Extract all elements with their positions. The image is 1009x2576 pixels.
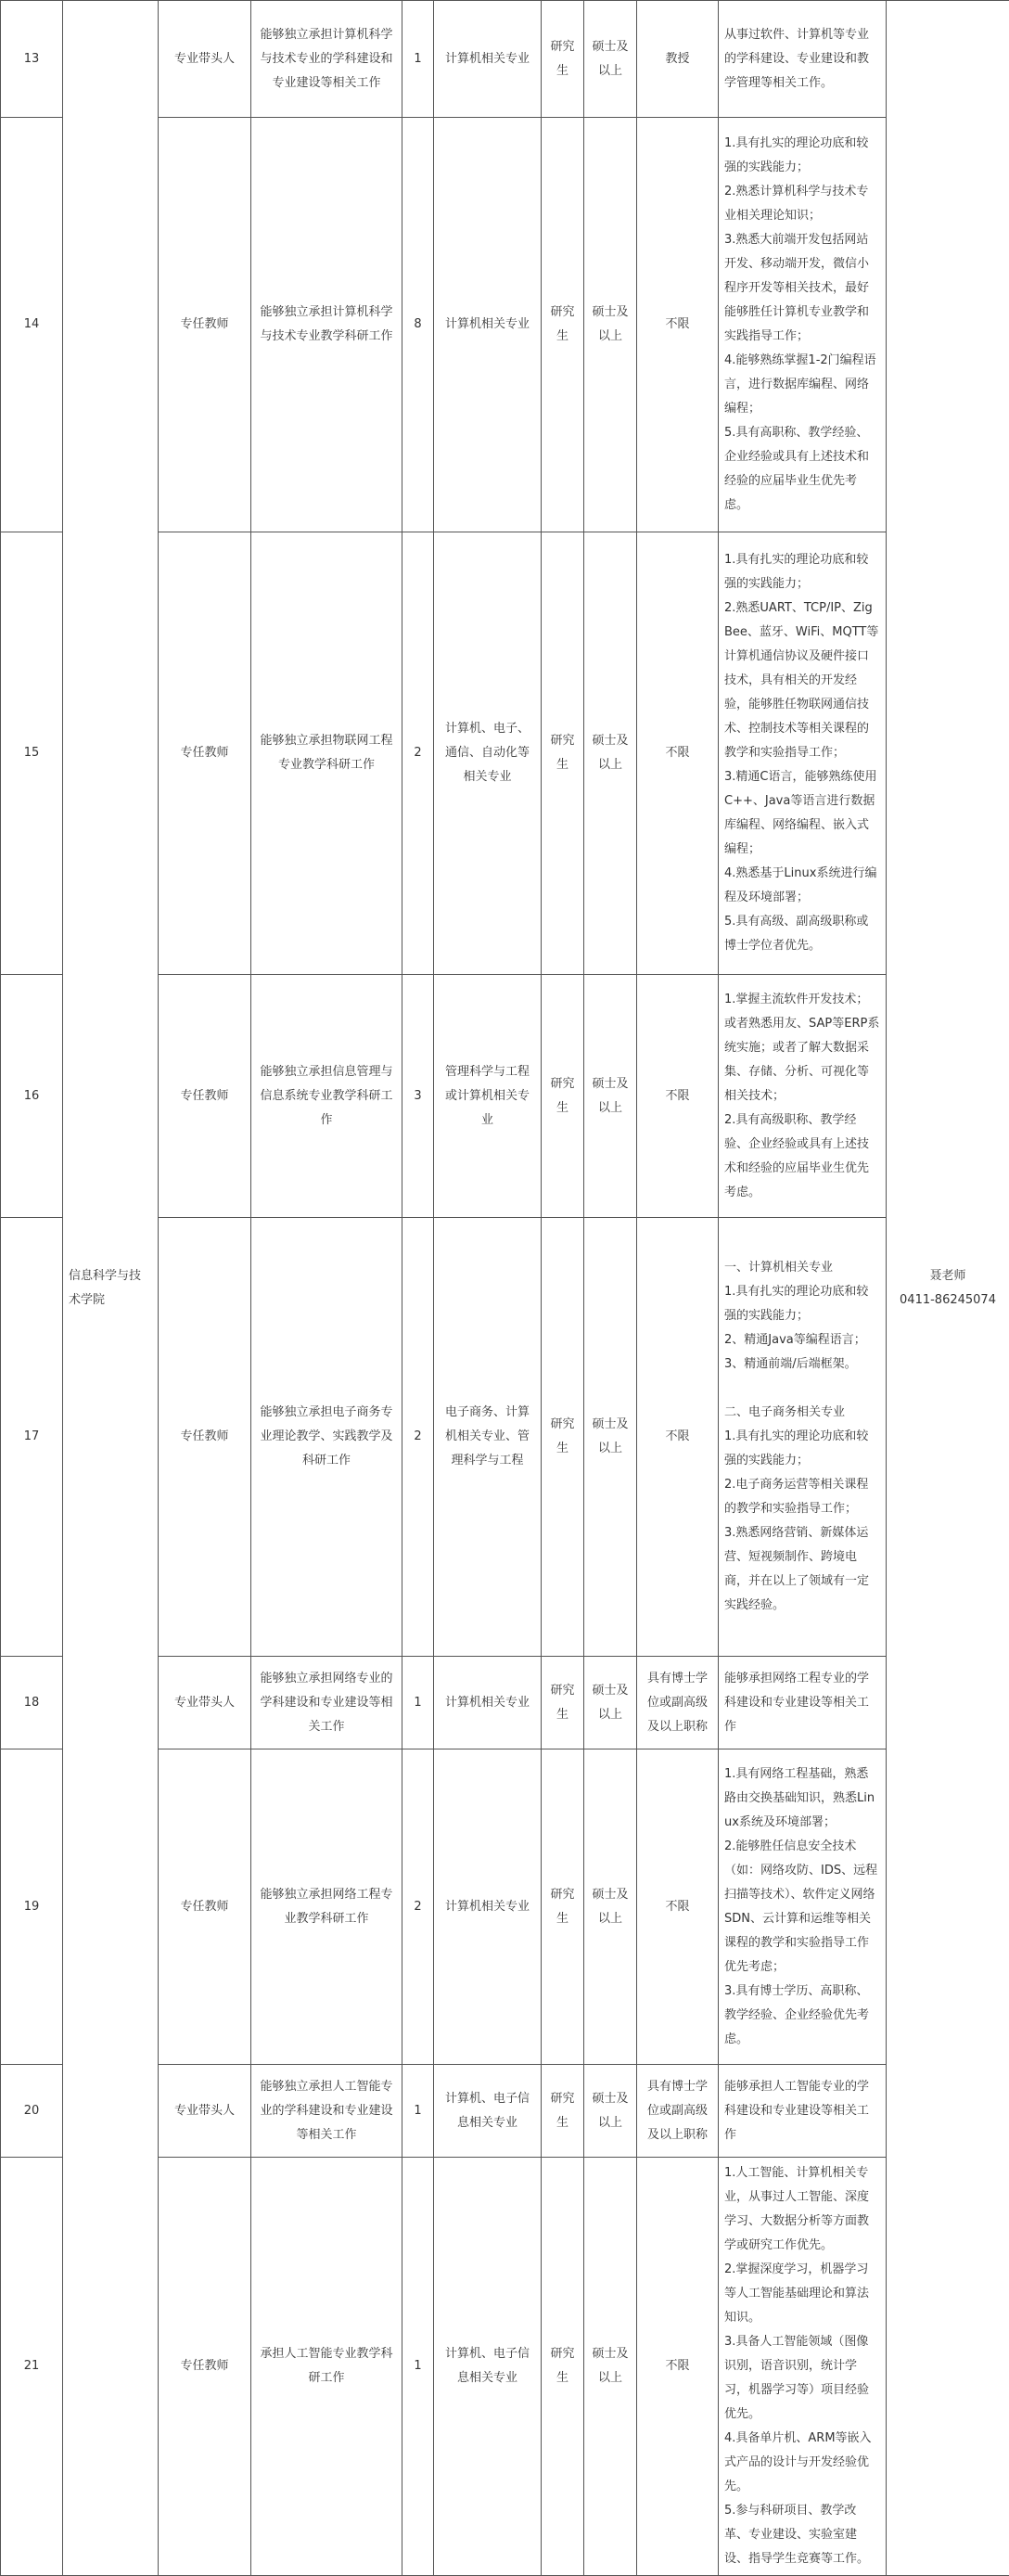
title-requirement-cell: 教授 [637,1,719,118]
major-cell: 计算机相关专业 [434,1657,542,1749]
row-number-cell: 20 [1,2065,63,2158]
duty-cell: 承担人工智能专业教学科研工作 [251,2158,402,2576]
requirements-cell [719,1749,887,2065]
duty-cell: 能够独立承担物联网工程专业教学科研工作 [251,532,402,975]
requirement-line: 5.具有高职称、教学经验、企业经验或具有上述技术和经验的应届毕业生优先考虑。 [724,421,880,518]
row-number-cell: 18 [1,1657,63,1749]
position-cell: 专业带头人 [159,1,251,118]
education-cell: 研究生 [542,1,584,118]
row-number-cell: 17 [1,1218,63,1657]
major-cell: 计算机相关专业 [434,1,542,118]
requirement-line: 3.熟悉网络营销、新媒体运营、短视频制作、跨境电商，并在以上了领域有一定实践经验。 [724,1521,880,1618]
title-requirement-cell: 不限 [637,118,719,532]
duty-cell: 能够独立承担信息管理与信息系统专业教学科研工作 [251,975,402,1218]
contact-phone: 0411-86245074 [892,1288,1003,1313]
degree-cell: 硕士及以上 [584,1657,637,1749]
requirement-line: 3.具有博士学历、高职称、教学经验、企业经验优先考虑。 [724,1980,880,2052]
title-requirement-cell: 具有博士学位或副高级及以上职称 [637,2065,719,2158]
headcount-cell: 2 [402,1749,434,2065]
education-cell: 研究生 [542,975,584,1218]
education-cell: 研究生 [542,2158,584,2576]
major-cell: 电子商务、计算机相关专业、管理科学与工程 [434,1218,542,1657]
requirement-line: 1.掌握主流软件开发技术；或者熟悉用友、SAP等ERP系统实施；或者了解大数据采集、存储、分析、可视化等相关技术； [724,988,880,1109]
requirement-line: 2.熟悉UART、TCP/IP、ZigBee、蓝牙、WiFi、MQTT等计算机通信协议及硬件接口技术，具有相关的开发经验，能够胜任物联网通信技术、控制技术等相关课程的教学和实验指导工作； [724,596,880,765]
headcount-cell: 1 [402,1,434,118]
requirements-cell [719,118,887,532]
requirement-line: 5.具有高级、副高级职称或博士学位者优先。 [724,910,880,958]
headcount-cell: 3 [402,975,434,1218]
requirement-line: 能够承担人工智能专业的学科建设和专业建设等相关工作 [724,2075,880,2147]
requirement-line: 4.具备单片机、ARM等嵌入式产品的设计与开发经验优先。 [724,2427,880,2499]
education-cell: 研究生 [542,1657,584,1749]
requirement-line: 1.具有扎实的理论功底和较强的实践能力； [724,132,880,180]
row-number-cell: 14 [1,118,63,532]
requirement-line: 1.具有扎实的理论功底和较强的实践能力； [724,1425,880,1473]
degree-cell: 硕士及以上 [584,532,637,975]
contact-name: 聂老师 [892,1264,1003,1288]
degree-cell: 硕士及以上 [584,2065,637,2158]
duty-cell: 能够独立承担人工智能专业的学科建设和专业建设等相关工作 [251,2065,402,2158]
requirement-line: 2.熟悉计算机科学与技术专业相关理论知识； [724,180,880,228]
education-cell: 研究生 [542,1749,584,2065]
college-cell: 信息科学与技术学院 [63,1,159,2576]
major-cell: 计算机、电子、通信、自动化等相关专业 [434,532,542,975]
requirement-line: 二、电子商务相关专业 [724,1401,880,1425]
row-number-cell: 19 [1,1749,63,2065]
major-cell: 计算机相关专业 [434,118,542,532]
requirement-line: 2.电子商务运营等相关课程的教学和实验指导工作； [724,1473,880,1521]
position-cell: 专任教师 [159,2158,251,2576]
duty-cell: 能够独立承担计算机科学与技术专业的学科建设和专业建设等相关工作 [251,1,402,118]
requirement-line: 4.熟悉基于Linux系统进行编程及环境部署； [724,862,880,910]
requirements-cell [719,1218,887,1657]
requirement-line: 从事过软件、计算机等专业的学科建设、专业建设和教学管理等相关工作。 [724,23,880,96]
headcount-cell: 1 [402,2065,434,2158]
requirement-line: 4.能够熟练掌握1-2门编程语言，进行数据库编程、网络编程； [724,349,880,421]
requirements-cell [719,975,887,1218]
degree-cell: 硕士及以上 [584,1749,637,2065]
requirements-cell [719,2065,887,2158]
requirement-line: 能够承担网络工程专业的学科建设和专业建设等相关工作 [724,1667,880,1739]
headcount-cell: 2 [402,532,434,975]
major-cell: 计算机、电子信息相关专业 [434,2065,542,2158]
table-row [1,1,1009,118]
contact-cell [887,1,1009,2576]
requirements-cell [719,1657,887,1749]
degree-cell: 硕士及以上 [584,118,637,532]
requirement-line: 3.精通C语言，能够熟练使用C++、Java等语言进行数据库编程、网络编程、嵌入式编程； [724,765,880,862]
position-cell: 专任教师 [159,532,251,975]
major-cell: 计算机、电子信息相关专业 [434,2158,542,2576]
major-cell: 计算机相关专业 [434,1749,542,2065]
position-cell: 专业带头人 [159,2065,251,2158]
headcount-cell: 8 [402,118,434,532]
requirement-line: 1.人工智能、计算机相关专业，从事过人工智能、深度学习、大数据分析等方面教学或研究工作优先。 [724,2161,880,2258]
headcount-cell: 2 [402,1218,434,1657]
education-cell: 研究生 [542,2065,584,2158]
requirement-line: 5.参与科研项目、教学改革、专业建设、实验室建设、指导学生竞赛等工作。 [724,2499,880,2571]
position-cell: 专任教师 [159,975,251,1218]
education-cell: 研究生 [542,1218,584,1657]
requirements-cell [719,2158,887,2576]
row-number-cell: 21 [1,2158,63,2576]
education-cell: 研究生 [542,118,584,532]
position-cell: 专业带头人 [159,1657,251,1749]
row-number-cell: 13 [1,1,63,118]
degree-cell: 硕士及以上 [584,975,637,1218]
title-requirement-cell: 不限 [637,532,719,975]
degree-cell: 硕士及以上 [584,2158,637,2576]
title-requirement-cell: 不限 [637,1218,719,1657]
headcount-cell: 1 [402,2158,434,2576]
requirement-line: 3.具备人工智能领域（图像识别，语音识别，统计学习，机器学习等）项目经验优先。 [724,2330,880,2427]
headcount-cell: 1 [402,1657,434,1749]
requirement-line: 2.能够胜任信息安全技术（如：网络攻防、IDS、远程扫描等技术）、软件定义网络SDN、云计算和运维等相关课程的教学和实验指导工作优先考虑； [724,1835,880,1980]
title-requirement-cell: 不限 [637,2158,719,2576]
duty-cell: 能够独立承担计算机科学与技术专业教学科研工作 [251,118,402,532]
duty-cell: 能够独立承担电子商务专业理论教学、实践教学及科研工作 [251,1218,402,1657]
major-cell: 管理科学与工程或计算机相关专业 [434,975,542,1218]
requirement-line: 1.具有网络工程基础，熟悉路由交换基础知识，熟悉Linux系统及环境部署； [724,1762,880,1835]
requirement-line [724,1377,880,1401]
requirements-cell [719,532,887,975]
requirement-line: 3.熟悉大前端开发包括网站开发、移动端开发，微信小程序开发等相关技术，最好能够胜任计算机专业教学和实践指导工作； [724,228,880,349]
row-number-cell: 15 [1,532,63,975]
title-requirement-cell: 不限 [637,975,719,1218]
degree-cell: 硕士及以上 [584,1218,637,1657]
requirement-line: 2.具有高级职称、教学经验、企业经验或具有上述技术和经验的应届毕业生优先考虑。 [724,1109,880,1205]
table-body [1,1,1009,2576]
education-cell: 研究生 [542,532,584,975]
requirements-cell [719,1,887,118]
duty-cell: 能够独立承担网络专业的学科建设和专业建设等相关工作 [251,1657,402,1749]
position-cell: 专任教师 [159,1749,251,2065]
degree-cell: 硕士及以上 [584,1,637,118]
requirement-line: 2、精通Java等编程语言； [724,1328,880,1352]
row-number-cell: 16 [1,975,63,1218]
requirement-line: 3、精通前端/后端框架。 [724,1352,880,1377]
position-cell: 专任教师 [159,118,251,532]
title-requirement-cell: 不限 [637,1749,719,2065]
requirement-line: 1.具有扎实的理论功底和较强的实践能力； [724,548,880,596]
title-requirement-cell: 具有博士学位或副高级及以上职称 [637,1657,719,1749]
requirement-line: 一、计算机相关专业 [724,1256,880,1280]
duty-cell: 能够独立承担网络工程专业教学科研工作 [251,1749,402,2065]
position-cell: 专任教师 [159,1218,251,1657]
requirement-line: 1.具有扎实的理论功底和较强的实践能力； [724,1280,880,1328]
requirement-line: 2.掌握深度学习，机器学习等人工智能基础理论和算法知识。 [724,2258,880,2330]
